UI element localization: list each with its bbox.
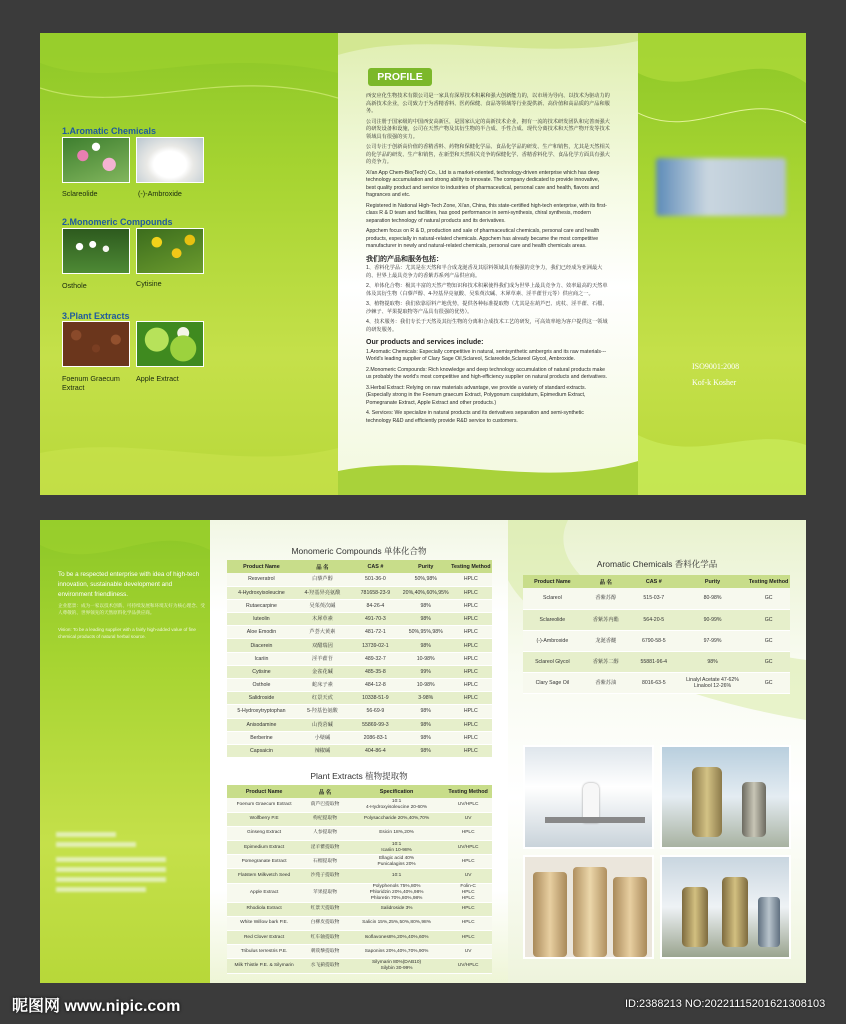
monomeric-header-cell: Product Name — [227, 560, 296, 573]
cover-bottom-wave — [638, 425, 806, 495]
production-line-photo — [660, 855, 791, 959]
plant-cell: 苹果提取物 — [301, 883, 349, 902]
products-item-cn: 3、植物提取物：我们依靠原料产地优势，提供各种标准提取物（尤其是在葫芦巴、虎杖、淫羊藿、石榴、沙棘子、苹果提取物等产品具有很强的优势）。 — [366, 301, 608, 315]
monomeric-cell: 蛇床子素 — [296, 679, 349, 692]
contact-block — [56, 877, 166, 882]
foenum-seeds-photo — [62, 321, 130, 367]
monomeric-cell: 淫羊藿苷 — [296, 652, 349, 665]
aromatic-cell: 55881-96-4 — [630, 651, 678, 672]
aromatic-cell: 98% — [678, 651, 747, 672]
aromatic-cell: 80-98% — [678, 588, 747, 609]
plant-cell: 红车轴提取物 — [301, 931, 349, 945]
plant-cell: 沙苑子提取物 — [301, 869, 349, 883]
apple-photo — [136, 321, 204, 367]
plant-cell: White Willow bark P.E. — [227, 916, 301, 930]
table-row — [227, 586, 492, 599]
monomeric-cell: 50%,95%,98% — [402, 626, 450, 639]
table-row — [227, 626, 492, 639]
plant-cell: Ellagic acid 40% Punicalagins 20% — [349, 855, 444, 869]
plant-cell: 人参提取物 — [301, 826, 349, 840]
aromatic-cell: 8016-63-5 — [630, 672, 678, 693]
table-row — [227, 692, 492, 705]
monomeric-cell: 2086-83-1 — [349, 731, 402, 744]
contact-block — [56, 867, 166, 872]
plant-header-cell: Specification — [349, 785, 444, 798]
monomeric-cell: 50%,98% — [402, 573, 450, 586]
drums-photo — [523, 855, 654, 959]
aromatic-cell: 97-99% — [678, 630, 747, 651]
monomeric-cell: HPLC — [450, 599, 492, 612]
contact-block — [56, 842, 136, 847]
monomeric-cell: 5-羟基色氨酸 — [296, 705, 349, 718]
profile-en-paragraph: Appchem focus on R & D, production and sale of pharmaceutical chemicals, personal care and health products, especially in natural-related chemicals. Appchem has already became the most competitive manufacturer in newly and natural-related chemicals, personal care and health chemicals areas. — [366, 228, 600, 249]
profile-heading: PROFILE — [368, 68, 432, 86]
profile-panel — [338, 33, 638, 495]
monomeric-cell: Icariin — [227, 652, 296, 665]
table-row — [523, 609, 790, 630]
plant-cell: Salicin 15%,25%,50%,80%,98% — [349, 916, 444, 930]
aromatic-cell: 90-99% — [678, 609, 747, 630]
monomeric-cell: 55869-99-3 — [349, 718, 402, 731]
back-slogan: To be a respected enterprise with idea of high-tech innovation, sustainable development and environment friendliness. — [58, 571, 200, 598]
plant-cell: UV — [444, 945, 492, 959]
table-row — [227, 945, 492, 959]
contact-block — [56, 832, 116, 837]
products-item-cn: 1、香料化学品：尤其是在天然和半合成龙涎香及其原料领域具有极强的竞争力，我们已经成为亚洲最大的、世界上最具竞争力的香紫苏系列产品供应商。 — [366, 265, 603, 279]
plant-cell: 白柳皮提取物 — [301, 916, 349, 930]
monomeric-cell: 山莨菪碱 — [296, 718, 349, 731]
plant-cell: Red Clover Extract — [227, 931, 301, 945]
aromatic-cell: Clary Sage Oil — [523, 672, 582, 693]
profile-cn-paragraph: 公司注册于国家级的中国西安高新区，是国家认定的高新技术企业，拥有一流的技术研发团队和完善而强大的研发设备和设施，公司在天然产物及其衍生物的半合成、手性合成、现代分离技术和天然产物开发等技术领域具有很强的实力。 — [366, 118, 610, 140]
monomeric-cell: 13739-02-1 — [349, 639, 402, 652]
plant-cell: 10:1 4-Hydroxyisoleucine 20-60% — [349, 798, 444, 812]
products-heading-cn: 我们的产品和服务包括： — [366, 255, 443, 263]
plant-cell: HPLC — [444, 916, 492, 930]
product-categories-panel — [40, 33, 338, 495]
foenum-caption: Foenum Graecum Extract — [62, 374, 120, 392]
monomeric-cell: 红景天甙 — [296, 692, 349, 705]
monomeric-cell: HPLC — [450, 613, 492, 626]
aromatic-header-cell: Purity — [678, 575, 747, 588]
plant-cell: Folin-C HPLC HPLC — [444, 883, 492, 902]
plant-cell: UV/HPLC — [444, 959, 492, 973]
plant-cell: Epimedium Extract — [227, 841, 301, 855]
aromatic-header-cell: Testing Method — [747, 575, 790, 588]
plant-cell: HPLC — [444, 902, 492, 916]
products-item-en: 4. Services: We specialize in natural products and its derivatives separation and semi-synthetic technology R&D and efficiently provide R&D service to customers. — [366, 410, 584, 424]
monomeric-cell: 3-98% — [402, 692, 450, 705]
plant-cell: Isoflavones8%,20%,40%,60% — [349, 931, 444, 945]
aromatic-header-cell: CAS # — [630, 575, 678, 588]
monomeric-cell: 98% — [402, 731, 450, 744]
monomeric-cell: 491-70-3 — [349, 613, 402, 626]
table-row — [523, 651, 790, 672]
monomeric-cell: 501-36-0 — [349, 573, 402, 586]
monomeric-cell: 84-26-4 — [349, 599, 402, 612]
aromatic-cell: 564-20-5 — [630, 609, 678, 630]
plant-cell: Silymarin 80%(DAB10) Silybin 30-99% — [349, 959, 444, 973]
tables-panel — [210, 520, 508, 983]
table-row — [227, 652, 492, 665]
plant-header-cell: Testing Method — [444, 785, 492, 798]
plant-cell: Foenum Graecum Extract — [227, 798, 301, 812]
plant-cell: 石榴提取物 — [301, 855, 349, 869]
bottom-wave-decoration — [40, 433, 338, 495]
monomeric-cell: 485-35-8 — [349, 665, 402, 678]
category-title-aromatic: 1.Aromatic Chemicals — [62, 126, 157, 136]
monomeric-cell: Diacerein — [227, 639, 296, 652]
contact-block — [56, 857, 166, 862]
plant-cell: HPLC — [444, 826, 492, 840]
monomeric-cell: 56-69-9 — [349, 705, 402, 718]
aromatic-table — [523, 575, 790, 694]
plant-cell: 红景天提取物 — [301, 902, 349, 916]
monomeric-cell: 10-98% — [402, 679, 450, 692]
kosher-certification: Kof-k Kosher — [692, 378, 737, 387]
aromatic-cell: Sclareol — [523, 588, 582, 609]
plant-cell: Ginseng Extract — [227, 826, 301, 840]
monomeric-cell: 吴茱萸次碱 — [296, 599, 349, 612]
plant-cell: Salidroside 3% — [349, 902, 444, 916]
plant-cell: UV — [444, 812, 492, 826]
aromatic-cell: 香紫苏内酯 — [582, 609, 630, 630]
aromatic-panel — [508, 520, 806, 983]
table-row — [227, 855, 492, 869]
monomeric-header-cell: Testing Method — [450, 560, 492, 573]
monomeric-cell: HPLC — [450, 652, 492, 665]
monomeric-cell: 4-Hydroxyisoleucine — [227, 586, 296, 599]
factory-reactor-photo — [660, 745, 791, 849]
table-row — [227, 705, 492, 718]
monomeric-cell: 双醋瑞因 — [296, 639, 349, 652]
aromatic-cell: 香紫苏二醇 — [582, 651, 630, 672]
monomeric-cell: Cytisine — [227, 665, 296, 678]
profile-en-paragraph: Xi'an App Chem-Bio(Tech) Co., Ltd is a market-oriented, technology-driven enterprise which has deep technology accumulation and strong ability to innovate. The company dedicated to provide innovative, best quality product and service to industries of pharmaceutical, personal care and health, flavors and fragrances and etc. — [366, 169, 600, 198]
watermark-site: 昵图网 www.nipic.com — [12, 998, 181, 1015]
back-vision: Vision: To be a leading supplier with a fairly high-added value of fine chemical products of natural herbal source. — [58, 627, 196, 639]
table-row — [523, 630, 790, 651]
plant-cell: 10:1 — [349, 869, 444, 883]
cover-panel — [638, 33, 806, 495]
back-panel — [40, 520, 210, 983]
plant-cell: 枸杞提取物 — [301, 812, 349, 826]
monomeric-cell: 木犀草素 — [296, 613, 349, 626]
profile-cn-paragraph: 公司专注于创新高价值的香精香料、药物和保健化学品、食品化学品的研发、生产和销售，尤其是天然相关的化学品的研发、生产和销售，在新型和天然相关竞争的保健化学、香精香料化学、食品化学方面具有强大的竞争力。 — [366, 144, 610, 165]
plant-header-cell: 品 名 — [301, 785, 349, 798]
plant-cell: HPLC — [444, 931, 492, 945]
category-title-plant-extracts: 3.Plant Extracts — [62, 311, 130, 321]
table-row — [227, 639, 492, 652]
monomeric-cell: 781658-23-9 — [349, 586, 402, 599]
aromatic-cell: 香紫苏醇 — [582, 588, 630, 609]
aromatic-cell: 515-03-7 — [630, 588, 678, 609]
table-row — [227, 841, 492, 855]
table-row — [523, 672, 790, 693]
sclareolide-caption: Sclareolide — [62, 189, 98, 198]
monomeric-cell: 辣椒碱 — [296, 744, 349, 757]
aromatic-cell: GC — [747, 588, 790, 609]
table-row — [227, 959, 492, 973]
plant-cell: 葫芦巴提取物 — [301, 798, 349, 812]
table-row — [227, 826, 492, 840]
monomeric-cell: 98% — [402, 705, 450, 718]
monomeric-cell: 99% — [402, 665, 450, 678]
table-row — [227, 718, 492, 731]
products-heading-en: Our products and services include: — [366, 339, 484, 346]
products-item-en: 3.Herbal Extract: Relying on raw materials advantage, we provide a variety of standard extracts.(Especially strong in the Foenum graecum Extract, Polygonum cuspidatum, Epimedium Extract, Pomegranate Extract, Apple Extract and other products.) — [366, 384, 586, 406]
table-row — [227, 931, 492, 945]
ambroxide-caption: (-)-Ambroxide — [138, 189, 182, 198]
plant-cell: 淫羊藿提取物 — [301, 841, 349, 855]
table-row — [227, 883, 492, 902]
monomeric-cell: Capsaicin — [227, 744, 296, 757]
monomeric-title: Monomeric Compounds 单体化合物 — [291, 546, 427, 556]
monomeric-cell: Anisodamine — [227, 718, 296, 731]
aromatic-cell: GC — [747, 630, 790, 651]
plant-cell: Milk Thistle P.E. & Silymarin — [227, 959, 301, 973]
osthole-caption: Osthole — [62, 281, 87, 290]
table-row — [523, 588, 790, 609]
osthole-flower-photo — [62, 228, 130, 274]
iso-certification: ISO9001:2008 — [692, 362, 740, 371]
monomeric-cell: HPLC — [450, 573, 492, 586]
table-row — [227, 902, 492, 916]
brochure-inner-spread — [40, 520, 806, 983]
aromatic-cell: Sclareol Glycol — [523, 651, 582, 672]
aromatic-cell: Linalyl Acetate 47-62% Linalool 12-26% — [678, 672, 747, 693]
aromatic-cell: 6790-58-5 — [630, 630, 678, 651]
monomeric-cell: 98% — [402, 639, 450, 652]
cover-wave — [638, 33, 806, 153]
monomeric-cell: 小檗碱 — [296, 731, 349, 744]
aromatic-header-cell: Product Name — [523, 575, 582, 588]
aromatic-cell: GC — [747, 672, 790, 693]
monomeric-cell: 98% — [402, 613, 450, 626]
lab-photo — [523, 745, 654, 849]
monomeric-cell: HPLC — [450, 665, 492, 678]
monomeric-cell: 金雀花碱 — [296, 665, 349, 678]
monomeric-cell: HPLC — [450, 626, 492, 639]
aromatic-title: Aromatic Chemicals 香料化学品 — [596, 559, 718, 569]
category-title-monomeric: 2.Monomeric Compounds — [62, 217, 173, 227]
brochure-outer-spread — [40, 33, 806, 495]
back-cn-slogan: 企业愿景：成为一家以技术创新、可持续发展和环境友好为核心理念、受人尊敬的、世界领先的天然原料化学品供应商。 — [58, 603, 206, 615]
products-item-en: 2.Monomeric Compounds: Rich knowledge and deep technology accumulation of natural products make us probably the world's most competitive and high-efficiency supplier on natural products and derivatives. — [366, 366, 608, 380]
monomeric-cell: 98% — [402, 718, 450, 731]
products-item-cn: 2、单体化合物：极其丰富的天然产物知识和技术积累使得我们成为世界上最具竞争力、效率最高的天然单体及其衍生物（白藜芦醇、4-羟基异亮氨酸、吴茱萸次碱、木犀草素、淫羊藿苷元等）供应商之一。 — [366, 283, 608, 297]
plant-cell: 10:1 Icariin 10-98% — [349, 841, 444, 855]
table-row — [227, 599, 492, 612]
monomeric-cell: HPLC — [450, 679, 492, 692]
monomeric-cell: 404-86-4 — [349, 744, 402, 757]
monomeric-cell: HPLC — [450, 692, 492, 705]
plant-cell: HPLC — [444, 855, 492, 869]
monomeric-header-cell: CAS # — [349, 560, 402, 573]
aromatic-cell: (-)-Ambroxide — [523, 630, 582, 651]
aromatic-cell: Sclareolide — [523, 609, 582, 630]
plant-cell: UV/HPLC — [444, 841, 492, 855]
monomeric-cell: 芦荟大黄素 — [296, 626, 349, 639]
monomeric-cell: HPLC — [450, 639, 492, 652]
plant-cell: Polyphenols 75%,80% Phloridzin 20%,40%,98% Phloretin 70%,80%,98% — [349, 883, 444, 902]
monomeric-cell: Aloe Emodin — [227, 626, 296, 639]
monomeric-cell: Rutaecarpine — [227, 599, 296, 612]
profile-body — [366, 93, 610, 428]
plant-title: Plant Extracts 植物提取物 — [310, 771, 408, 781]
monomeric-cell: 白藜芦醇 — [296, 573, 349, 586]
wave-decoration — [40, 33, 338, 123]
table-row — [227, 916, 492, 930]
monomeric-cell: 4-羟基异亮氨酸 — [296, 586, 349, 599]
profile-en-paragraph: Registered in National High-Tech Zone, Xi'an, China, this state-certified high-tech enterprise, with its first-class R & D team and facilities, has good performance in semi-synthesis, chiral synthesis, modern separation technology of natural products and its derivatives. — [366, 202, 607, 224]
aromatic-cell: 龙涎香醚 — [582, 630, 630, 651]
monomeric-cell: HPLC — [450, 586, 492, 599]
table-row — [227, 613, 492, 626]
monomeric-cell: 489-32-7 — [349, 652, 402, 665]
apple-caption: Apple Extract — [136, 374, 179, 383]
monomeric-table — [227, 560, 492, 758]
table-row — [227, 744, 492, 757]
monomeric-header-cell: Purity — [402, 560, 450, 573]
monomeric-cell: Resveratrol — [227, 573, 296, 586]
monomeric-cell: Osthole — [227, 679, 296, 692]
plant-cell: Apple Extract — [227, 883, 301, 902]
company-logo — [656, 158, 786, 216]
products-item-en: 1.Aromatic Chemicals: Especially competitive in natural, semisynthetic ambergris and its raw materials---World's leading supplier of Clary Sage Oil,Sclareol, Sclareolide,Sclareol Glycol, Ambroxide. — [366, 348, 607, 362]
plant-cell: Pomegranate Extract — [227, 855, 301, 869]
monomeric-cell: HPLC — [450, 705, 492, 718]
plant-header-cell: Product Name — [227, 785, 301, 798]
monomeric-cell: 5-Hydroxytryptophan — [227, 705, 296, 718]
plant-cell: 刺蒺藜提取物 — [301, 945, 349, 959]
monomeric-cell: HPLC — [450, 731, 492, 744]
plant-cell: Saponins 20%,40%,70%,90% — [349, 945, 444, 959]
monomeric-cell: 98% — [402, 599, 450, 612]
plant-cell: Esicin 18%,20% — [349, 826, 444, 840]
aromatic-cell: GC — [747, 651, 790, 672]
monomeric-cell: 10338-51-9 — [349, 692, 402, 705]
plant-cell: Tribulus terrestris P.E. — [227, 945, 301, 959]
table-row — [227, 731, 492, 744]
monomeric-cell: Salidroside — [227, 692, 296, 705]
watermark-id: ID:2388213 NO:20221115201621308103 — [625, 998, 826, 1010]
table-row — [227, 573, 492, 586]
profile-cn-paragraph: 西安应化生物技术有限公司是一家具有深厚技术积累和强大创新能力的，以市场为导向、以技术为驱动力的高新技术企业，公司致力于为香精香料、医药保健、食品等领域等行业提供新、高价值和高品质的产品和服务。 — [366, 93, 610, 114]
table-row — [227, 679, 492, 692]
table-row — [227, 798, 492, 812]
profile-bottom-wave — [338, 451, 638, 495]
aromatic-cell: GC — [747, 609, 790, 630]
sclareolide-photo — [62, 137, 130, 183]
monomeric-cell: Berberine — [227, 731, 296, 744]
plant-cell: Rhodiola Extract — [227, 902, 301, 916]
plant-cell: UV/HPLC — [444, 798, 492, 812]
monomeric-cell: luteolin — [227, 613, 296, 626]
monomeric-cell: 10-98% — [402, 652, 450, 665]
plant-cell: 水飞蓟提取物 — [301, 959, 349, 973]
monomeric-cell: 98% — [402, 744, 450, 757]
plant-cell: Wolfberry P.E — [227, 812, 301, 826]
cytisine-flower-photo — [136, 228, 204, 274]
monomeric-cell: HPLC — [450, 718, 492, 731]
monomeric-cell: 484-12-8 — [349, 679, 402, 692]
plant-cell: UV — [444, 869, 492, 883]
monomeric-cell: HPLC — [450, 744, 492, 757]
plant-cell: Polysaccharide 20%,40%,70% — [349, 812, 444, 826]
products-item-cn: 4、技术服务：我们专长于天然及其衍生物的分离和合成技术工艺的研发，可高效率地为客户提供这一领域的研发服务。 — [366, 319, 608, 333]
table-row — [227, 812, 492, 826]
aromatic-cell: 香紫苏油 — [582, 672, 630, 693]
table-row — [227, 665, 492, 678]
aromatic-header-cell: 品 名 — [582, 575, 630, 588]
plant-table — [227, 785, 492, 974]
profile-top-wave — [338, 33, 638, 73]
cytisine-caption: Cytisine — [136, 279, 162, 288]
table-row — [227, 869, 492, 883]
monomeric-cell: 481-72-1 — [349, 626, 402, 639]
plant-cell: Flatstem Milkvetch Seed — [227, 869, 301, 883]
contact-block — [56, 887, 146, 892]
monomeric-header-cell: 品 名 — [296, 560, 349, 573]
ambroxide-powder-photo — [136, 137, 204, 183]
monomeric-cell: 20%,40%,60%,95% — [402, 586, 450, 599]
